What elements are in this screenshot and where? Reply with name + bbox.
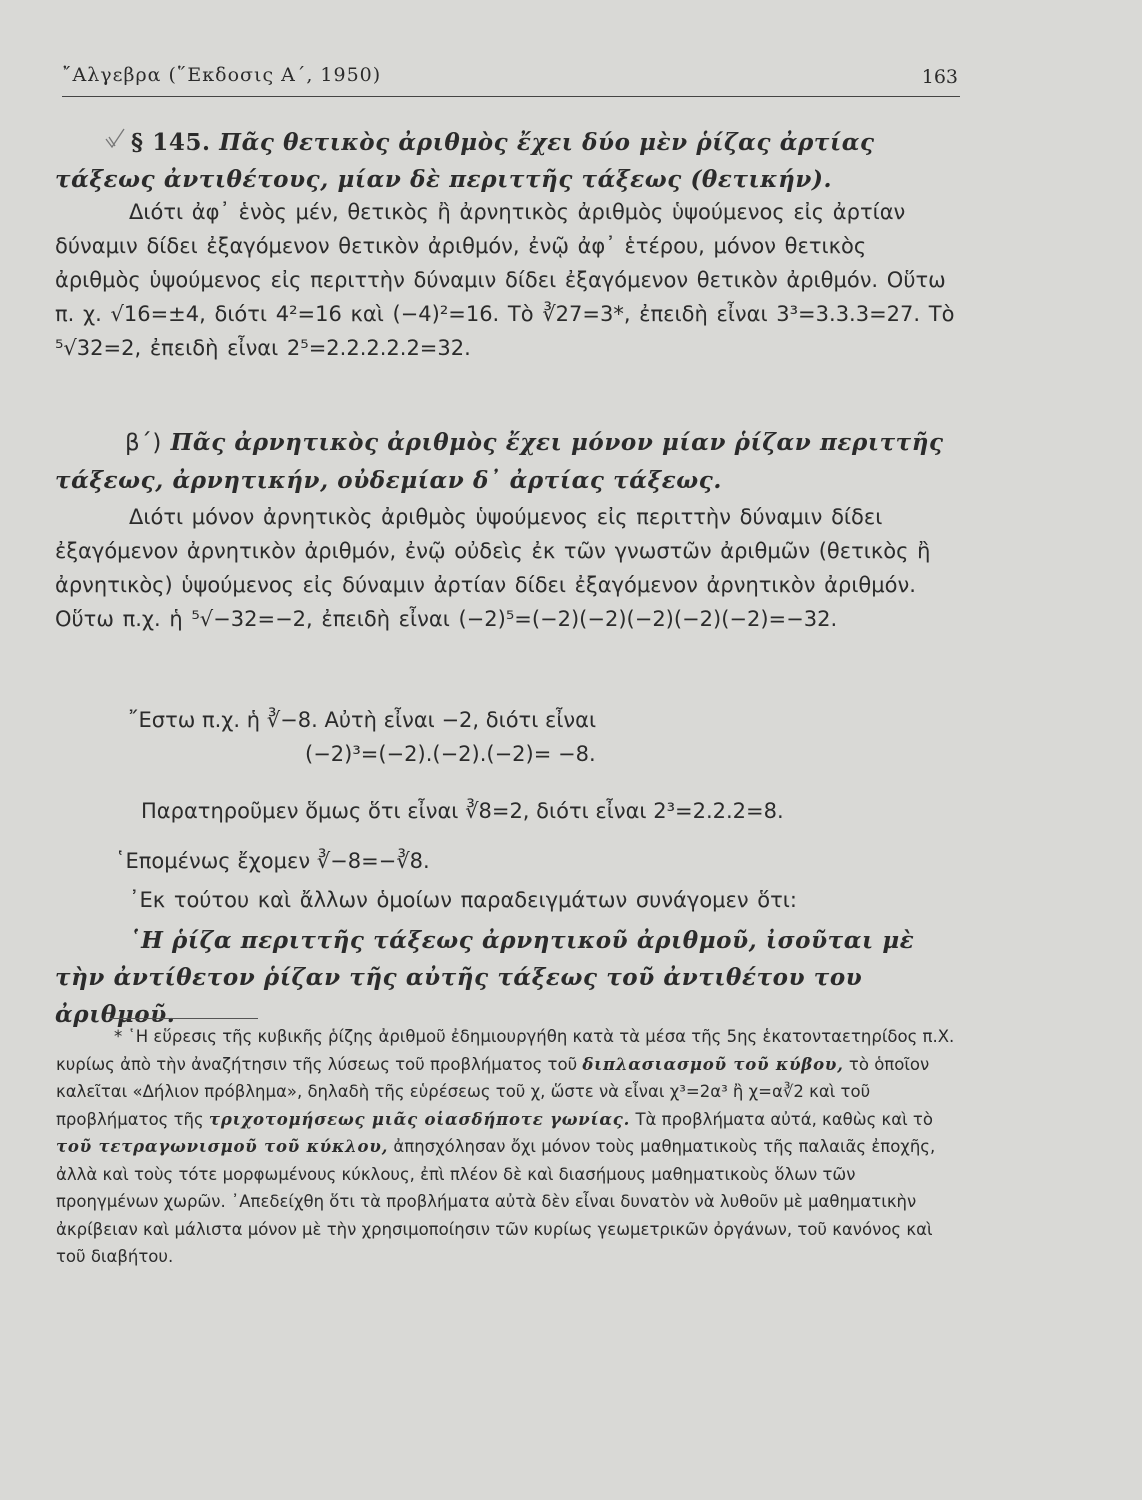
- example-c-tail: Αὐτὴ εἶναι −2, διότι εἶναι: [324, 708, 597, 732]
- header-title: ῎Αλγεβρα (῞Εκδοσις Α΄, 1950): [62, 64, 382, 86]
- conclusion: ᾿Εκ τούτου καὶ ἄλλων ὁμοίων παραδειγμάτων συνάγομεν ὅτι:: [129, 888, 797, 912]
- theorem-a: [55, 124, 955, 198]
- example-c-equation: (−2)³=(−2).(−2).(−2)= −8.: [305, 742, 596, 766]
- hence-lead: ῾Επομένως ἔχομεν: [115, 849, 311, 873]
- footnote-part-1: * ῾Η εὕρεσις τῆς κυβικῆς ῥίζης ἀριθμοῦ ἐδημιουργήθη κατὰ τὰ μέσα τῆς 5ης ἑκατονταετηρίδος π.Χ. κυρίως ἀπὸ τὴν ἀναζήτησιν τῆς λύσεως τοῦ προβλήματος τοῦ: [56, 1027, 955, 1074]
- hence-line: [115, 845, 430, 878]
- example-a-1: Οὕτω π. χ. √16=±4, διότι 4²=16 καὶ (−4)²=16.: [55, 268, 946, 326]
- proof-a-text: Διότι ἀφ᾽ ἑνὸς μέν, θετικὸς ἢ ἀρνητικὸς ἀριθμὸς ὑψούμενος εἰς ἀρτίαν δύναμιν δίδει ἐξαγόμενον θετικὸν ἀριθμόν, ἐνῷ ἀφ᾽ ἑτέρου, μόνον θετικὸς ἀριθμὸς ὑψούμενος εἰς περιττὴν δύναμιν δίδει ἐξαγόμενον θετικὸν ἀριθμόν.: [55, 200, 906, 292]
- example-a-3: Τὸ ⁵√32=2, ἐπειδὴ εἶναι 2⁵=2.2.2.2.2=32.: [55, 302, 955, 360]
- observe-line: [141, 795, 784, 828]
- section-number: § 145.: [131, 129, 211, 156]
- hence-equation: ∛−8=−∛8.: [316, 849, 430, 873]
- theorem-a-text: Πᾶς θετικὸς ἀριθμὸς ἔχει δύο μὲν ῥίζας ἀρτίας τάξεως ἀντιθέτους, μίαν δὲ περιττῆς τάξεως (θετικήν).: [55, 129, 875, 193]
- theorem-b: [55, 424, 955, 499]
- example-c-lead: ῎Εστω π.χ. ἡ: [128, 708, 261, 732]
- label-b: β΄): [125, 430, 162, 456]
- running-header: [62, 62, 960, 97]
- example-c-line: [128, 704, 596, 737]
- proof-b: [55, 500, 955, 636]
- observe-lead: Παρατηροῦμεν ὅμως ὅτι εἶναι: [141, 799, 459, 823]
- footnote-italic-2: τριχοτομήσεως μιᾶς οἱασδήποτε γωνίας.: [208, 1109, 631, 1129]
- observe-root: ∛8=2,: [465, 799, 530, 823]
- footnote-part-3: Τὰ προβλήματα αὐτά, καθὼς καὶ τὸ: [635, 1109, 933, 1129]
- footnote-part-2: τὸ ὁποῖον καλεῖται «Δήλιον πρόβλημα», δηλαδὴ τῆς εὑρέσεως τοῦ χ, ὥστε νὰ εἶναι χ³=2α³ ἢ χ=α∛2 καὶ τοῦ προβλήματος τῆς: [56, 1054, 930, 1129]
- footnote-part-4: ἀπησχόλησαν ὄχι μόνον τοὺς μαθηματικοὺς τῆς παλαιᾶς ἐποχῆς, ἀλλὰ καὶ τοὺς τότε μορφωμένους κύκλους, ἐπὶ πλέον δὲ καὶ διασήμους μαθηματικοὺς ὅλων τῶν προηγμένων χωρῶν. ᾿Απεδείχθη ὅτι τὰ προβλήματα αὐτὰ δὲν εἶναι δυνατὸν νὰ λυθοῦν μὲ μαθηματικὴν ἀκρίβειαν καὶ μάλιστα μόνον μὲ τὴν χρησιμοποίησιν τῶν κυρίως γεωμετρικῶν ὀργάνων, τοῦ κανόνος καὶ τοῦ διαβήτου.: [56, 1137, 936, 1266]
- theorem-b-text: Πᾶς ἀρνητικὸς ἀριθμὸς ἔχει μόνον μίαν ῥίζαν περιττῆς τάξεως, ἀρνητικήν, οὐδεμίαν δ᾽ ἀρτίας τάξεως.: [55, 429, 944, 494]
- footnote-italic-3: τοῦ τετραγωνισμοῦ τοῦ κύκλου,: [56, 1137, 389, 1156]
- footnote: [56, 1023, 956, 1271]
- footnote-separator: [110, 1018, 258, 1019]
- observe-tail: διότι εἶναι 2³=2.2.2=8.: [536, 799, 784, 823]
- proof-b-text: Διότι μόνον ἀρνητικὸς ἀριθμὸς ὑψούμενος εἰς περιττὴν δύναμιν δίδει ἐξαγόμενον ἀρνητικὸν ἀριθμόν, ἐνῷ οὐδεὶς ἐκ τῶν γνωστῶν ἀριθμῶν (θετικὸς ἢ ἀρνητικὸς) ὑψούμενος εἰς δύναμιν ἀρτίαν δίδει ἐξαγόμενον ἀρνητικὸν ἀριθμόν.: [55, 505, 931, 597]
- example-a-2: Τὸ ∛27=3*, ἐπειδὴ εἶναι 3³=3.3.3=27.: [507, 302, 921, 326]
- rule-statement: ῾Η ῥίζα περιττῆς τάξεως ἀρνητικοῦ ἀριθμοῦ, ἰσοῦται μὲ τὴν ἀντίθετον ῥίζαν τῆς αὐτῆς τάξεως τοῦ ἀντιθέτου του ἀριθμοῦ.: [55, 927, 915, 1028]
- footnote-italic-1: διπλασιασμοῦ τοῦ κύβου,: [582, 1054, 844, 1074]
- example-c-root: ∛−8.: [266, 708, 318, 732]
- proof-a: [55, 195, 955, 365]
- page-number: 163: [921, 66, 958, 88]
- example-b: Οὕτω π.χ. ἡ ⁵√−32=−2, ἐπειδὴ εἶναι (−2)⁵=(−2)(−2)(−2)(−2)(−2)=−32.: [55, 607, 838, 631]
